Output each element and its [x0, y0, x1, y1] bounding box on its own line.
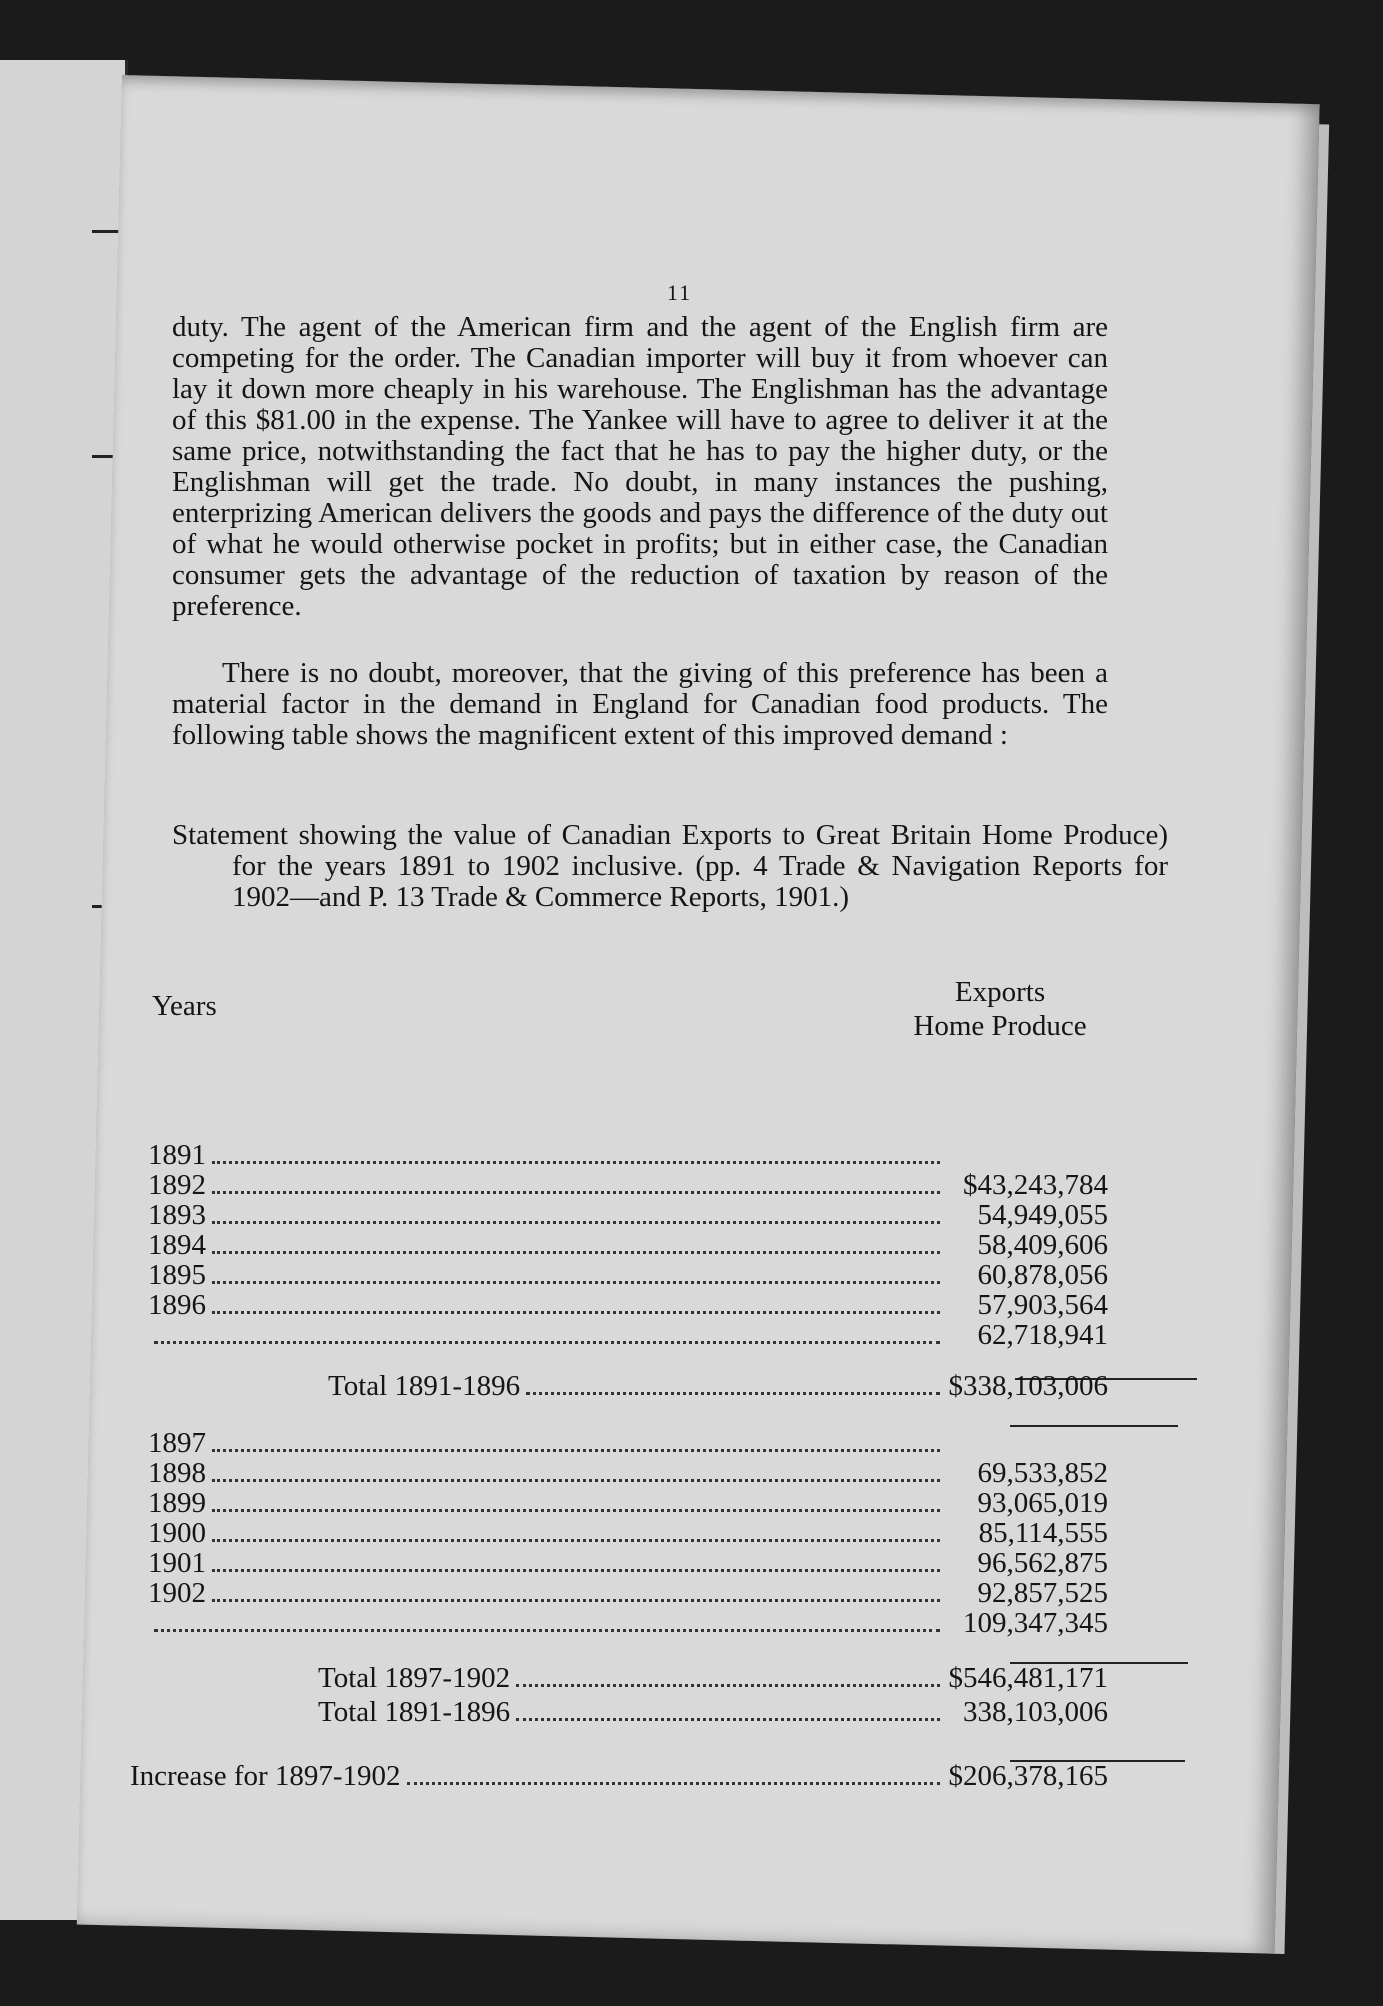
table-row — [148, 1578, 1108, 1608]
year-cell: 1902 — [148, 1577, 206, 1609]
value-cell: 57,903,564 — [977, 1289, 1108, 1321]
table-row — [148, 1608, 1108, 1638]
table-row — [148, 1290, 1108, 1320]
leader-dots — [212, 1448, 940, 1452]
totals-block — [148, 1662, 1108, 1730]
total-value: $546,481,171 — [948, 1662, 1108, 1694]
table-row — [148, 1140, 1108, 1170]
exports-table-group-2 — [148, 1428, 1108, 1638]
value-cell: 58,409,606 — [977, 1229, 1108, 1261]
leader-dots — [212, 1250, 940, 1254]
value-cell: $43,243,784 — [963, 1169, 1108, 1201]
table-row — [148, 1428, 1108, 1458]
leader-dots — [212, 1160, 940, 1164]
leader-dots — [212, 1220, 940, 1224]
value-cell: 93,065,019 — [977, 1487, 1108, 1519]
year-cell: 1899 — [148, 1487, 206, 1519]
value-cell: 69,533,852 — [977, 1457, 1108, 1489]
value-cell: 92,857,525 — [977, 1577, 1108, 1609]
total-value: 338,103,006 — [963, 1696, 1108, 1728]
leader-dots — [516, 1717, 940, 1721]
leader-dots — [212, 1280, 940, 1284]
total-value: $338,103,006 — [948, 1370, 1108, 1402]
column-header-exports-line1: Exports — [954, 976, 1046, 1008]
page-edge — [1274, 124, 1329, 1954]
value-cell: 54,949,055 — [977, 1199, 1108, 1231]
value-cell: 62,718,941 — [977, 1319, 1108, 1351]
table-row — [148, 1548, 1108, 1578]
value-cell: 109,347,345 — [963, 1607, 1108, 1639]
table-row — [148, 1200, 1108, 1230]
total-label: Total 1897-1902 — [318, 1662, 511, 1694]
total-label: Total 1891-1896 — [328, 1370, 521, 1402]
year-cell: 1900 — [148, 1517, 206, 1549]
total-label: Total 1891-1896 — [318, 1696, 511, 1728]
year-cell: 1894 — [148, 1229, 206, 1261]
page-number: 11 — [667, 280, 693, 305]
leader-dots — [212, 1508, 940, 1512]
leader-dots — [212, 1598, 940, 1602]
paragraph: There is no doubt, moreover, that the giving of this preference has been a material factor in the demand in England for Canadian food products. The following table shows the magnificent extent of this improved demand : — [172, 657, 1108, 751]
leader-dots — [212, 1568, 940, 1572]
table-row — [148, 1518, 1108, 1548]
column-header-exports — [880, 975, 1120, 1043]
leader-dots — [212, 1478, 940, 1482]
year-cell: 1896 — [148, 1289, 206, 1321]
leader-dots — [154, 1628, 940, 1632]
value-cell: 85,114,555 — [978, 1517, 1108, 1549]
year-cell: 1898 — [148, 1457, 206, 1489]
sum-rule — [1010, 1425, 1178, 1427]
table-row — [148, 1170, 1108, 1200]
table-caption: Statement showing the value of Canadian Exports to Great Britain Home Produce) for the years 1891 to 1902 inclusive. (pp. 4 Trade & Navigation Reports for 1902—and P. 13 Trade & Commerce Reports, 1901.) — [172, 819, 1168, 913]
table-row — [148, 1488, 1108, 1518]
value-cell: 60,878,056 — [977, 1259, 1108, 1291]
column-header-years: Years — [152, 990, 217, 1022]
increase-label: Increase for 1897-1902 — [130, 1760, 401, 1792]
leader-dots — [212, 1190, 940, 1194]
column-header-exports-line2: Home Produce — [913, 1010, 1087, 1042]
total-1891-1896 — [148, 1370, 1108, 1404]
leader-dots — [516, 1683, 940, 1687]
leader-dots — [407, 1781, 940, 1785]
year-cell: 1891 — [148, 1139, 206, 1171]
value-cell: 96,562,875 — [977, 1547, 1108, 1579]
leader-dots — [526, 1391, 940, 1395]
exports-table-group-1 — [148, 1140, 1108, 1350]
year-cell: 1893 — [148, 1199, 206, 1231]
increase-row — [130, 1750, 1108, 1794]
table-row — [148, 1320, 1108, 1350]
leader-dots — [212, 1310, 940, 1314]
leader-dots — [154, 1340, 940, 1344]
year-cell: 1892 — [148, 1169, 206, 1201]
table-row — [148, 1230, 1108, 1260]
year-cell: 1895 — [148, 1259, 206, 1291]
increase-value: $206,378,165 — [948, 1760, 1108, 1792]
year-cell: 1897 — [148, 1427, 206, 1459]
table-row — [148, 1260, 1108, 1290]
year-cell: 1901 — [148, 1547, 206, 1579]
table-row — [148, 1458, 1108, 1488]
paragraph: duty. The agent of the American firm and the agent of the English firm are competing for the order. The Canadian importer will buy it from whoever can lay it down more cheaply in his warehouse. The Englishman has the advantage of this $81.00 in the expense. The Yankee will have to agree to deliver it at the same price, notwithstanding the fact that he has to pay the higher duty, or the Englishman will get the trade. No doubt, in many instances the pushing, enterprizing American delivers the goods and pays the difference of the duty out of what he would otherwise pocket in profits; but in either case, the Canadian consumer gets the advantage of the reduction of taxation by reason of the preference. — [172, 311, 1108, 622]
leader-dots — [212, 1538, 940, 1542]
